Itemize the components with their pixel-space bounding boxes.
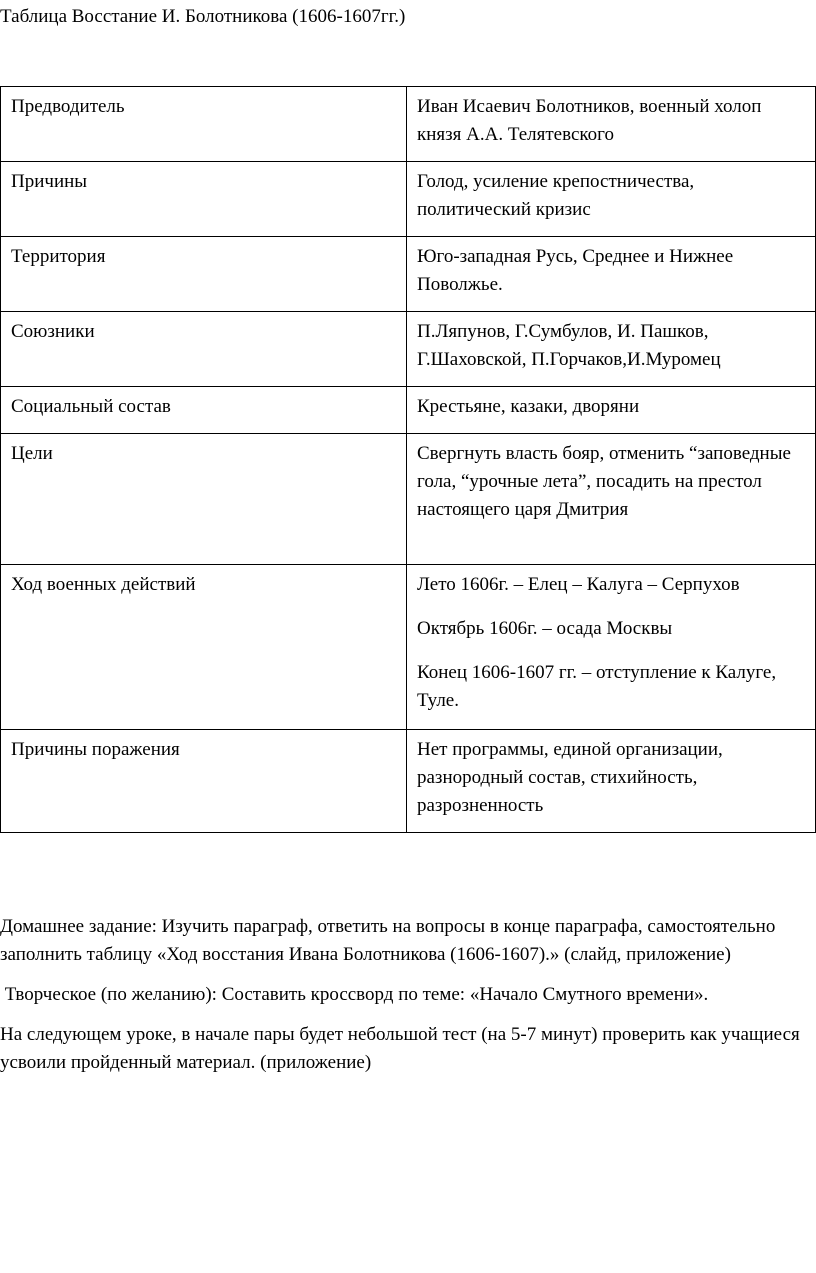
row-label-leader: Предводитель — [1, 87, 407, 162]
row-value-military — [407, 565, 816, 730]
row-value-allies — [407, 312, 816, 387]
row-value-causes — [407, 162, 816, 237]
row-value-leader — [407, 87, 816, 162]
table-row — [1, 730, 816, 833]
table-row — [1, 162, 816, 237]
cell-text: Иван Исаевич Болотников, военный холоп князя А.А. Телятевского — [417, 96, 762, 145]
cell-text: Голод, усиление крепостничества, политический кризис — [417, 171, 695, 220]
table-row — [1, 312, 816, 387]
cell-text: Нет программы, единой организации, разнородный состав, стихийность, разрозненность — [417, 739, 723, 816]
row-value-defeat — [407, 730, 816, 833]
creative-task-text: Творческое (по желанию): Составить кроссворд по теме: «Начало Смутного времени». — [0, 984, 709, 1005]
row-value-social — [407, 387, 816, 434]
cell-text: Крестьяне, казаки, дворяни — [417, 396, 640, 417]
cell-text: Свергнуть власть бояр, отменить “заповедные гола, “урочные лета”, посадить на престол настоящего царя Дмитрия — [417, 443, 791, 520]
row-label-territory: Территория — [1, 237, 407, 312]
uprising-table — [0, 86, 816, 833]
row-value-territory — [407, 237, 816, 312]
next-lesson-text: На следующем уроке, в начале пары будет небольшой тест (на 5-7 минут) проверить как учащиеся усвоили пройденный материал. (приложение) — [0, 1024, 800, 1073]
homework-section — [0, 913, 816, 1077]
row-label-military: Ход военных действий — [1, 565, 407, 730]
table-row — [1, 387, 816, 434]
document-title: Таблица Восстание И. Болотникова (1606-1607гг.) — [0, 6, 406, 27]
row-label-defeat: Причины поражения — [1, 730, 407, 833]
row-label-goals: Цели — [1, 434, 407, 565]
table-row — [1, 237, 816, 312]
row-label-social: Социальный состав — [1, 387, 407, 434]
row-value-goals — [407, 434, 816, 565]
cell-text: Лето 1606г. – Елец – Калуга – Серпухов — [417, 574, 740, 595]
row-label-causes: Причины — [1, 162, 407, 237]
homework-text: Домашнее задание: Изучить параграф, ответить на вопросы в конце параграфа, самостоятельно заполнить таблицу «Ход восстания Ивана Болотникова (1606-1607).» (слайд, приложение) — [0, 916, 776, 965]
table-row — [1, 87, 816, 162]
cell-text: Конец 1606-1607 гг. – отступление к Калуге, Туле. — [417, 662, 777, 711]
cell-text: П.Ляпунов, Г.Сумбулов, И. Пашков, Г.Шаховской, П.Горчаков,И.Муромец — [417, 321, 721, 370]
cell-text: Юго-западная Русь, Среднее и Нижнее Поволжье. — [417, 246, 734, 295]
cell-text: Октябрь 1606г. – осада Москвы — [417, 618, 673, 639]
table-row — [1, 565, 816, 730]
row-label-allies: Союзники — [1, 312, 407, 387]
table-row — [1, 434, 816, 565]
